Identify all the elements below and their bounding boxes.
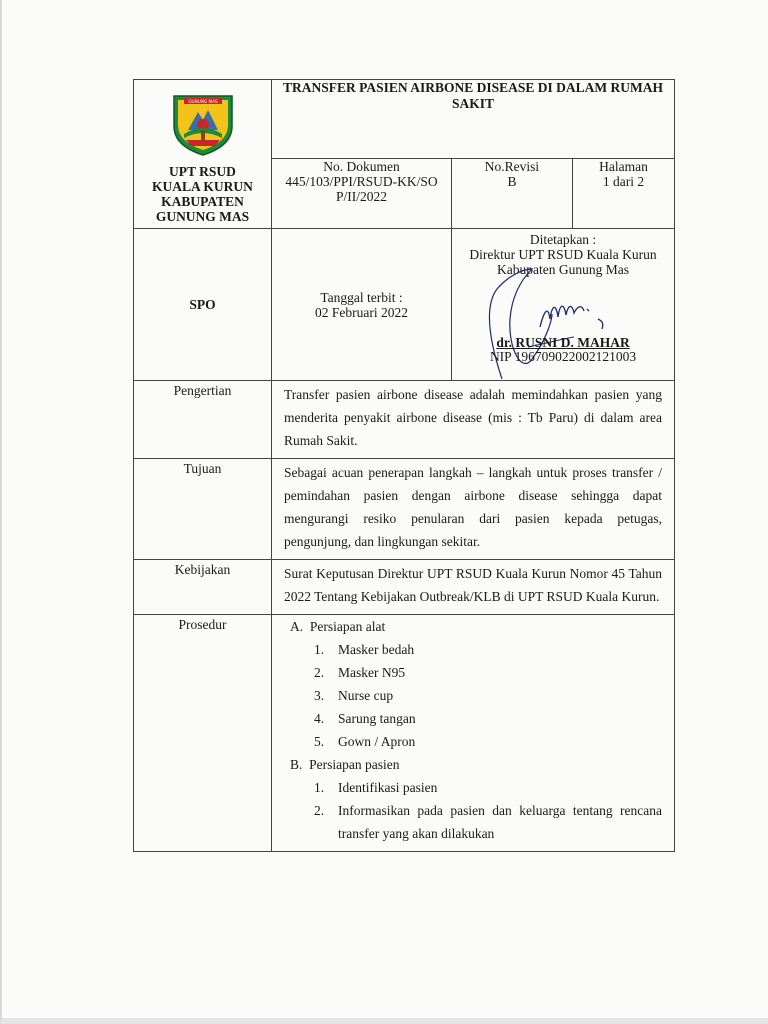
gunung-mas-logo-icon (168, 92, 238, 158)
issue-date-cell: Tanggal terbit : 02 Februari 2022 (272, 229, 452, 381)
prosedur-label: Prosedur (134, 615, 272, 852)
list-item: 1. Identifikasi pasien (314, 780, 438, 795)
tujuan-text: Sebagai acuan penerapan langkah – langkah untuk proses transfer / pemindahan pasien dengan airbone disease sehingga dapat mengurangi resiko penularan dari pasien kepada petugas, pengunjung, dan lingkungan sekitar. (272, 459, 675, 560)
section-a-heading: A. Persiapan alat (290, 619, 386, 634)
kebijakan-label: Kebijakan (134, 560, 272, 615)
list-item: 2. Masker N95 (314, 665, 406, 680)
pengertian-text: Transfer pasien airbone disease adalah memindahkan pasien yang menderita penyakit airbone disease (mis : Tb Paru) di dalam area Rumah Sakit. (272, 381, 675, 459)
list-item: 1. Masker bedah (314, 642, 415, 657)
kebijakan-text: Surat Keputusan Direktur UPT RSUD Kuala Kurun Nomor 45 Tahun 2022 Tentang Kebijakan Outbreak/KLB di UPT RSUD Kuala Kurun. (272, 560, 675, 615)
sop-document-table (133, 79, 675, 852)
prosedur-content (272, 615, 675, 852)
tujuan-label: Tujuan (134, 459, 272, 560)
section-b-heading: B. Persiapan pasien (290, 757, 400, 772)
signer-nip: NIP 196709022002121003 (489, 349, 637, 364)
svg-text:GUNUNG MAS: GUNUNG MAS (187, 99, 218, 104)
list-item: 4. Sarung tangan (314, 711, 416, 726)
institution-cell (134, 80, 272, 229)
document-number-cell: No. Dokumen 445/103/PPI/RSUD-KK/SOP/II/2022 (272, 158, 452, 228)
list-item: 5. Gown / Apron (314, 734, 416, 749)
pengertian-label: Pengertian (134, 381, 272, 459)
list-item: 3. Nurse cup (314, 688, 394, 703)
document-title: TRANSFER PASIEN AIRBONE DISEASE DI DALAM RUMAH SAKIT (272, 80, 675, 159)
institution-name: UPT RSUD KUALA KURUN KABUPATEN GUNUNG MAS (152, 164, 253, 224)
list-item: 2. Informasikan pada pasien dan keluarga tentang rencana transfer yang akan dilakukan (314, 803, 663, 841)
revision-cell: No.Revisi B (452, 158, 573, 228)
signer-name: dr. RUSNI D. MAHAR (496, 335, 630, 350)
spo-label: SPO (134, 229, 272, 381)
signature-icon (452, 239, 675, 387)
page-number-cell: Halaman 1 dari 2 (573, 158, 675, 228)
approval-cell: Ditetapkan : Direktur UPT RSUD Kuala Kurun Kabupaten Gunung Mas dr. RUSNI D. MAHAR NIP 196709022002121003 (452, 229, 675, 381)
